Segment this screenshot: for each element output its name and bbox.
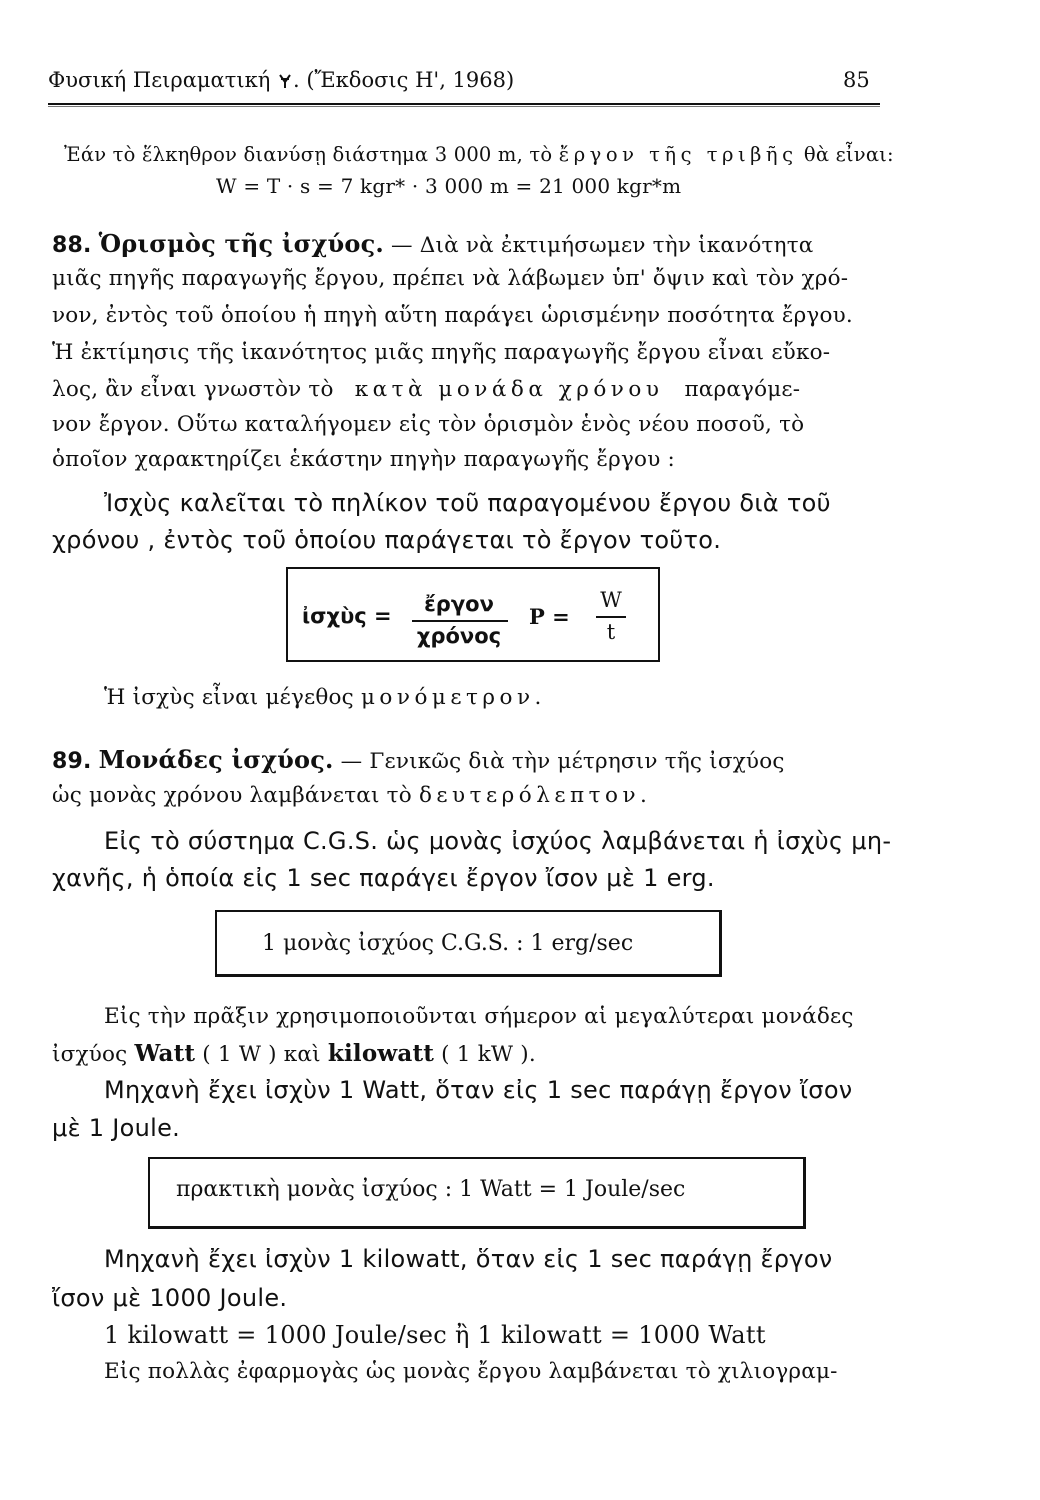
kilowatt-term: kilowatt <box>327 1040 435 1067</box>
formula-p-lhs: P = <box>529 604 570 629</box>
section-89-heading-line <box>52 745 785 774</box>
section-88-line-4c: παραγόμε- <box>684 377 801 402</box>
cgs-line-1: Εἰς τὸ σύστημα C.G.S. ὡς μονὰς ἰσχύος λαμβάνεται ἡ ἰσχὺς μη- <box>104 827 892 855</box>
practice-line-1: Εἰς τὴν πρᾶξιν χρησιμοποιοῦνται σήμερον αἱ μεγαλύτεραι μονάδες <box>104 1004 854 1029</box>
formula-numerator: ἔργον <box>424 592 494 616</box>
formula-p-numerator: W <box>600 588 622 612</box>
header-rule <box>48 103 880 105</box>
second-word: δευτερόλεπτον. <box>418 783 652 808</box>
kilowatt-equation: 1 kilowatt = 1000 Joule/sec ἢ 1 kilowatt = 1000 Watt <box>104 1321 766 1349</box>
publisher-logo-icon <box>278 70 292 86</box>
kilowatt-abbrev: ( 1 kW ). <box>441 1042 536 1067</box>
section-88-line-2: νον, ἐντὸς τοῦ ὁποίου ἡ πηγὴ αὕτη παράγει ὡρισμένην ποσότητα ἔργου. <box>52 303 853 328</box>
formula-fraction-bar <box>412 620 508 622</box>
section-89-line-1: — Γενικῶς διὰ τὴν μέτρησιν τῆς ἰσχύος <box>340 749 785 774</box>
practical-unit-text: πρακτικὴ μονὰς ἰσχύος : 1 Watt = 1 Joule/sec <box>176 1177 686 1202</box>
cgs-unit-text: 1 μονὰς ἰσχύος C.G.S. : 1 erg/sec <box>262 931 634 956</box>
section-89-line-2 <box>52 783 651 808</box>
per-unit-time-phrase: κατὰ μονάδα χρόνου <box>354 377 664 402</box>
intro-text: Ἐάν τὸ ἕλκηθρον διανύσῃ διάστημα 3 000 m, τὸ <box>64 143 553 166</box>
watt-abbrev: ( 1 W ) καὶ <box>202 1042 321 1067</box>
kilowatt-definition-line-1: Μηχανὴ ἔχει ἰσχὺν 1 kilowatt, ὅταν εἰς 1 sec παράγῃ ἔργον <box>104 1245 833 1273</box>
section-88-heading-line <box>52 229 814 258</box>
section-88-line-5: νον ἔργον. Οὕτω καταλήγομεν εἰς τὸν ὁρισμὸν ἑνὸς νέου ποσοῦ, τὸ <box>52 412 805 437</box>
section-89-line-2a: ὡς μονὰς χρόνου λαμβάνεται τὸ <box>52 783 412 808</box>
intro-line <box>64 143 894 166</box>
power-definition-line-1: Ἰσχὺς καλεῖται τὸ πηλίκον τοῦ παραγομένου ἔργου διὰ τοῦ <box>104 489 831 517</box>
scalar-note-text: Ἡ ἰσχὺς εἶναι μέγεθος <box>104 685 354 710</box>
running-title: Φυσική Πειραματική <box>48 68 271 92</box>
watt-definition-line-2: μὲ 1 Joule. <box>52 1114 181 1142</box>
section-88-line-1: μιᾶς πηγῆς παραγωγῆς ἔργου, πρέπει νὰ λάβωμεν ὑπ' ὄψιν καὶ τὸν χρό- <box>52 266 849 291</box>
edition-note: . (Ἔκδοσις Η', 1968) <box>292 68 515 92</box>
section-89-number: 89. <box>52 749 92 774</box>
section-88-number: 88. <box>52 233 92 258</box>
formula-p-fraction-bar <box>596 616 626 618</box>
last-line: Εἰς πολλὰς ἐφαρμογὰς ὡς μονὰς ἔργου λαμβάνεται τὸ χιλιογραμ- <box>104 1359 838 1384</box>
header-rule-shadow <box>48 106 880 107</box>
running-header <box>48 68 514 92</box>
section-88-line-4a: λος, ἂν εἶναι γνωστὸν τὸ <box>52 377 334 402</box>
formula-denominator: χρόνος <box>416 624 502 648</box>
formula-lhs: ἰσχὺς = <box>302 604 392 628</box>
power-definition-line-2: χρόνου , ἐντὸς τοῦ ὁποίου παράγεται τὸ ἔργον τοῦτο. <box>52 526 722 554</box>
work-equation: W = T · s = 7 kgr* · 3 000 m = 21 000 kgr*m <box>216 174 682 198</box>
section-89-title: Μονάδες ἰσχύος. <box>98 745 334 774</box>
section-88-line-6: ὁποῖον χαρακτηρίζει ἑκάστην πηγὴν παραγωγῆς ἔργου : <box>52 447 675 472</box>
section-88-line-3: Ἡ ἐκτίμησις τῆς ἱκανότητος μιᾶς πηγῆς παραγωγῆς ἔργου εἶναι εὔκο- <box>52 340 831 365</box>
watt-definition-line-1: Μηχανὴ ἔχει ἰσχὺν 1 Watt, ὅταν εἰς 1 sec παράγῃ ἔργον ἴσον <box>104 1076 853 1104</box>
cgs-line-2: χανῆς, ἡ ὁποία εἰς 1 sec παράγει ἔργον ἴσον μὲ 1 erg. <box>52 864 715 892</box>
kilowatt-definition-line-2: ἴσον μὲ 1000 Joule. <box>52 1284 288 1312</box>
section-88-line-0: — Διὰ νὰ ἐκτιμήσωμεν τὴν ἱκανότητα <box>391 233 814 258</box>
formula-p-denominator: t <box>606 620 616 644</box>
section-88-title: Ὁρισμὸς τῆς ἰσχύος. <box>98 229 384 258</box>
scalar-word: μονόμετρον. <box>360 685 546 710</box>
scalar-note <box>104 685 546 710</box>
page-number: 85 <box>843 68 870 92</box>
watt-term: Watt <box>134 1040 196 1067</box>
section-88-line-4 <box>52 377 800 402</box>
practice-line-2 <box>52 1040 536 1067</box>
intro-spaced-phrase: ἔργον τῆς τριβῆς <box>558 143 798 166</box>
intro-text-end: θὰ εἶναι: <box>803 143 894 166</box>
practice-ischyos: ἰσχύος <box>52 1042 128 1067</box>
